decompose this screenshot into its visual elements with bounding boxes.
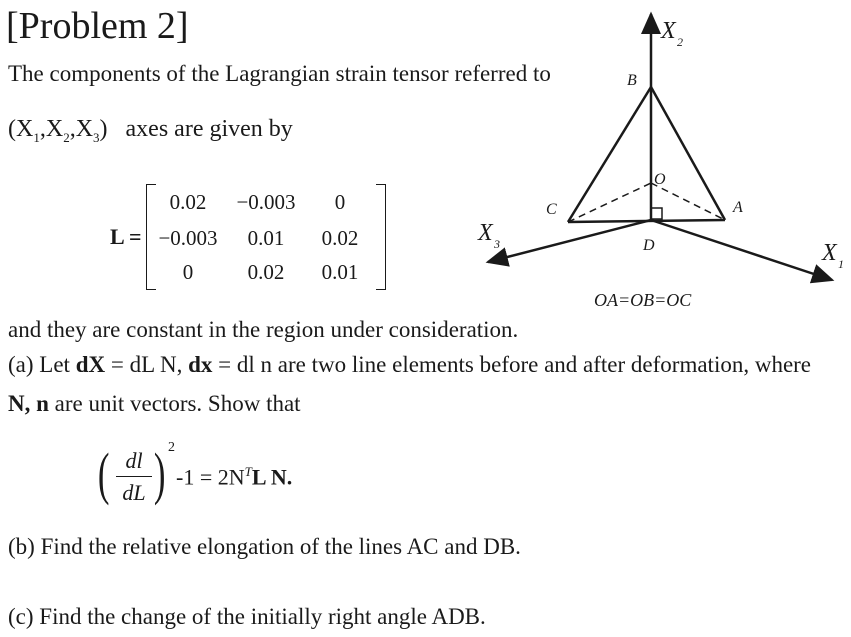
- label-x1-sub: 1: [838, 257, 844, 271]
- matrix-cell: 0: [334, 190, 346, 214]
- formula-numerator: dl: [125, 448, 143, 473]
- axis-x3-sub: 3: [93, 129, 100, 145]
- problem-title: [Problem 2]: [6, 5, 189, 47]
- matrix-cell: −0.003: [158, 226, 218, 250]
- part-a-prefix: (a) Let: [8, 352, 70, 377]
- matrix-label: L =: [110, 224, 142, 249]
- part-a-eq2: = dl n: [218, 352, 273, 377]
- axis-x2-sub: 2: [63, 129, 70, 145]
- formula-rest: -1 = 2N: [176, 464, 245, 490]
- paren-open: (: [8, 116, 16, 142]
- label-o: O: [654, 171, 666, 188]
- part-a-line-1: [8, 352, 811, 378]
- part-a-dX: dX: [75, 352, 106, 377]
- edge-ba: [651, 87, 725, 220]
- matrix-cell: 0: [182, 260, 194, 284]
- figure-caption: OA=OB=OC: [594, 290, 692, 310]
- part-a-dx: dx: [188, 352, 213, 377]
- formula-rhs: [176, 464, 292, 490]
- label-x1: X: [822, 240, 837, 266]
- part-a-eq1: = dL N,: [110, 352, 183, 377]
- label-x2-sub: 2: [677, 35, 683, 49]
- axis-x1: X: [16, 116, 34, 142]
- matrix-cell: 0.02: [169, 190, 207, 214]
- formula-tail: L N.: [251, 464, 293, 490]
- formula: [94, 440, 314, 510]
- strain-matrix: [110, 182, 390, 290]
- matrix-cell: 0.02: [321, 226, 359, 250]
- constant-line: and they are constant in the region under consideration.: [8, 317, 519, 342]
- part-a-line-2: [8, 391, 301, 417]
- matrix-cell: 0.01: [321, 260, 359, 284]
- part-a-line2-rest: are unit vectors. Show that: [54, 391, 301, 416]
- paren-close: ): [99, 116, 108, 142]
- edge-bc: [568, 87, 651, 222]
- part-c: (c) Find the change of the initially right angle ADB.: [8, 604, 486, 629]
- formula-paren-open: (: [97, 441, 110, 506]
- formula-denominator: dL: [122, 480, 146, 505]
- axis-x3-line: [488, 220, 651, 262]
- axis-x1-line: [651, 220, 832, 280]
- matrix-cell: 0.02: [247, 260, 285, 284]
- label-x2: X: [661, 18, 676, 44]
- matrix-cell: −0.003: [236, 190, 296, 214]
- label-a: A: [733, 199, 743, 216]
- intro-suffix: axes are given by: [125, 116, 293, 142]
- formula-fraction-bar: [116, 476, 152, 477]
- intro-line-1: The components of the Lagrangian strain tensor referred to: [8, 61, 551, 86]
- part-a-vars: N, n: [8, 391, 49, 416]
- axis-x2: X: [45, 116, 64, 142]
- matrix-cell: 0.01: [247, 226, 285, 250]
- label-c: C: [546, 201, 557, 218]
- label-x3-sub: 3: [494, 237, 500, 251]
- tetrahedron-figure: [460, 0, 851, 318]
- label-x3: X: [478, 220, 493, 246]
- formula-power: 2: [168, 440, 175, 455]
- part-b: (b) Find the relative elongation of the lines AC and DB.: [8, 534, 521, 559]
- label-d: D: [643, 237, 655, 254]
- edge-ca: [568, 220, 725, 222]
- formula-paren-close: ): [153, 441, 166, 506]
- intro-line-2: $(X_1,X_2,X_3)$ axes are given by: [8, 116, 293, 145]
- label-b: B: [627, 72, 637, 89]
- part-a-suffix: are two line elements before and after deformation, where: [277, 352, 812, 377]
- axis-x3: X: [75, 116, 94, 142]
- right-angle-marker: [651, 208, 662, 219]
- formula-sup-t: T: [244, 464, 252, 479]
- axis-x1-sub: 1: [33, 129, 40, 145]
